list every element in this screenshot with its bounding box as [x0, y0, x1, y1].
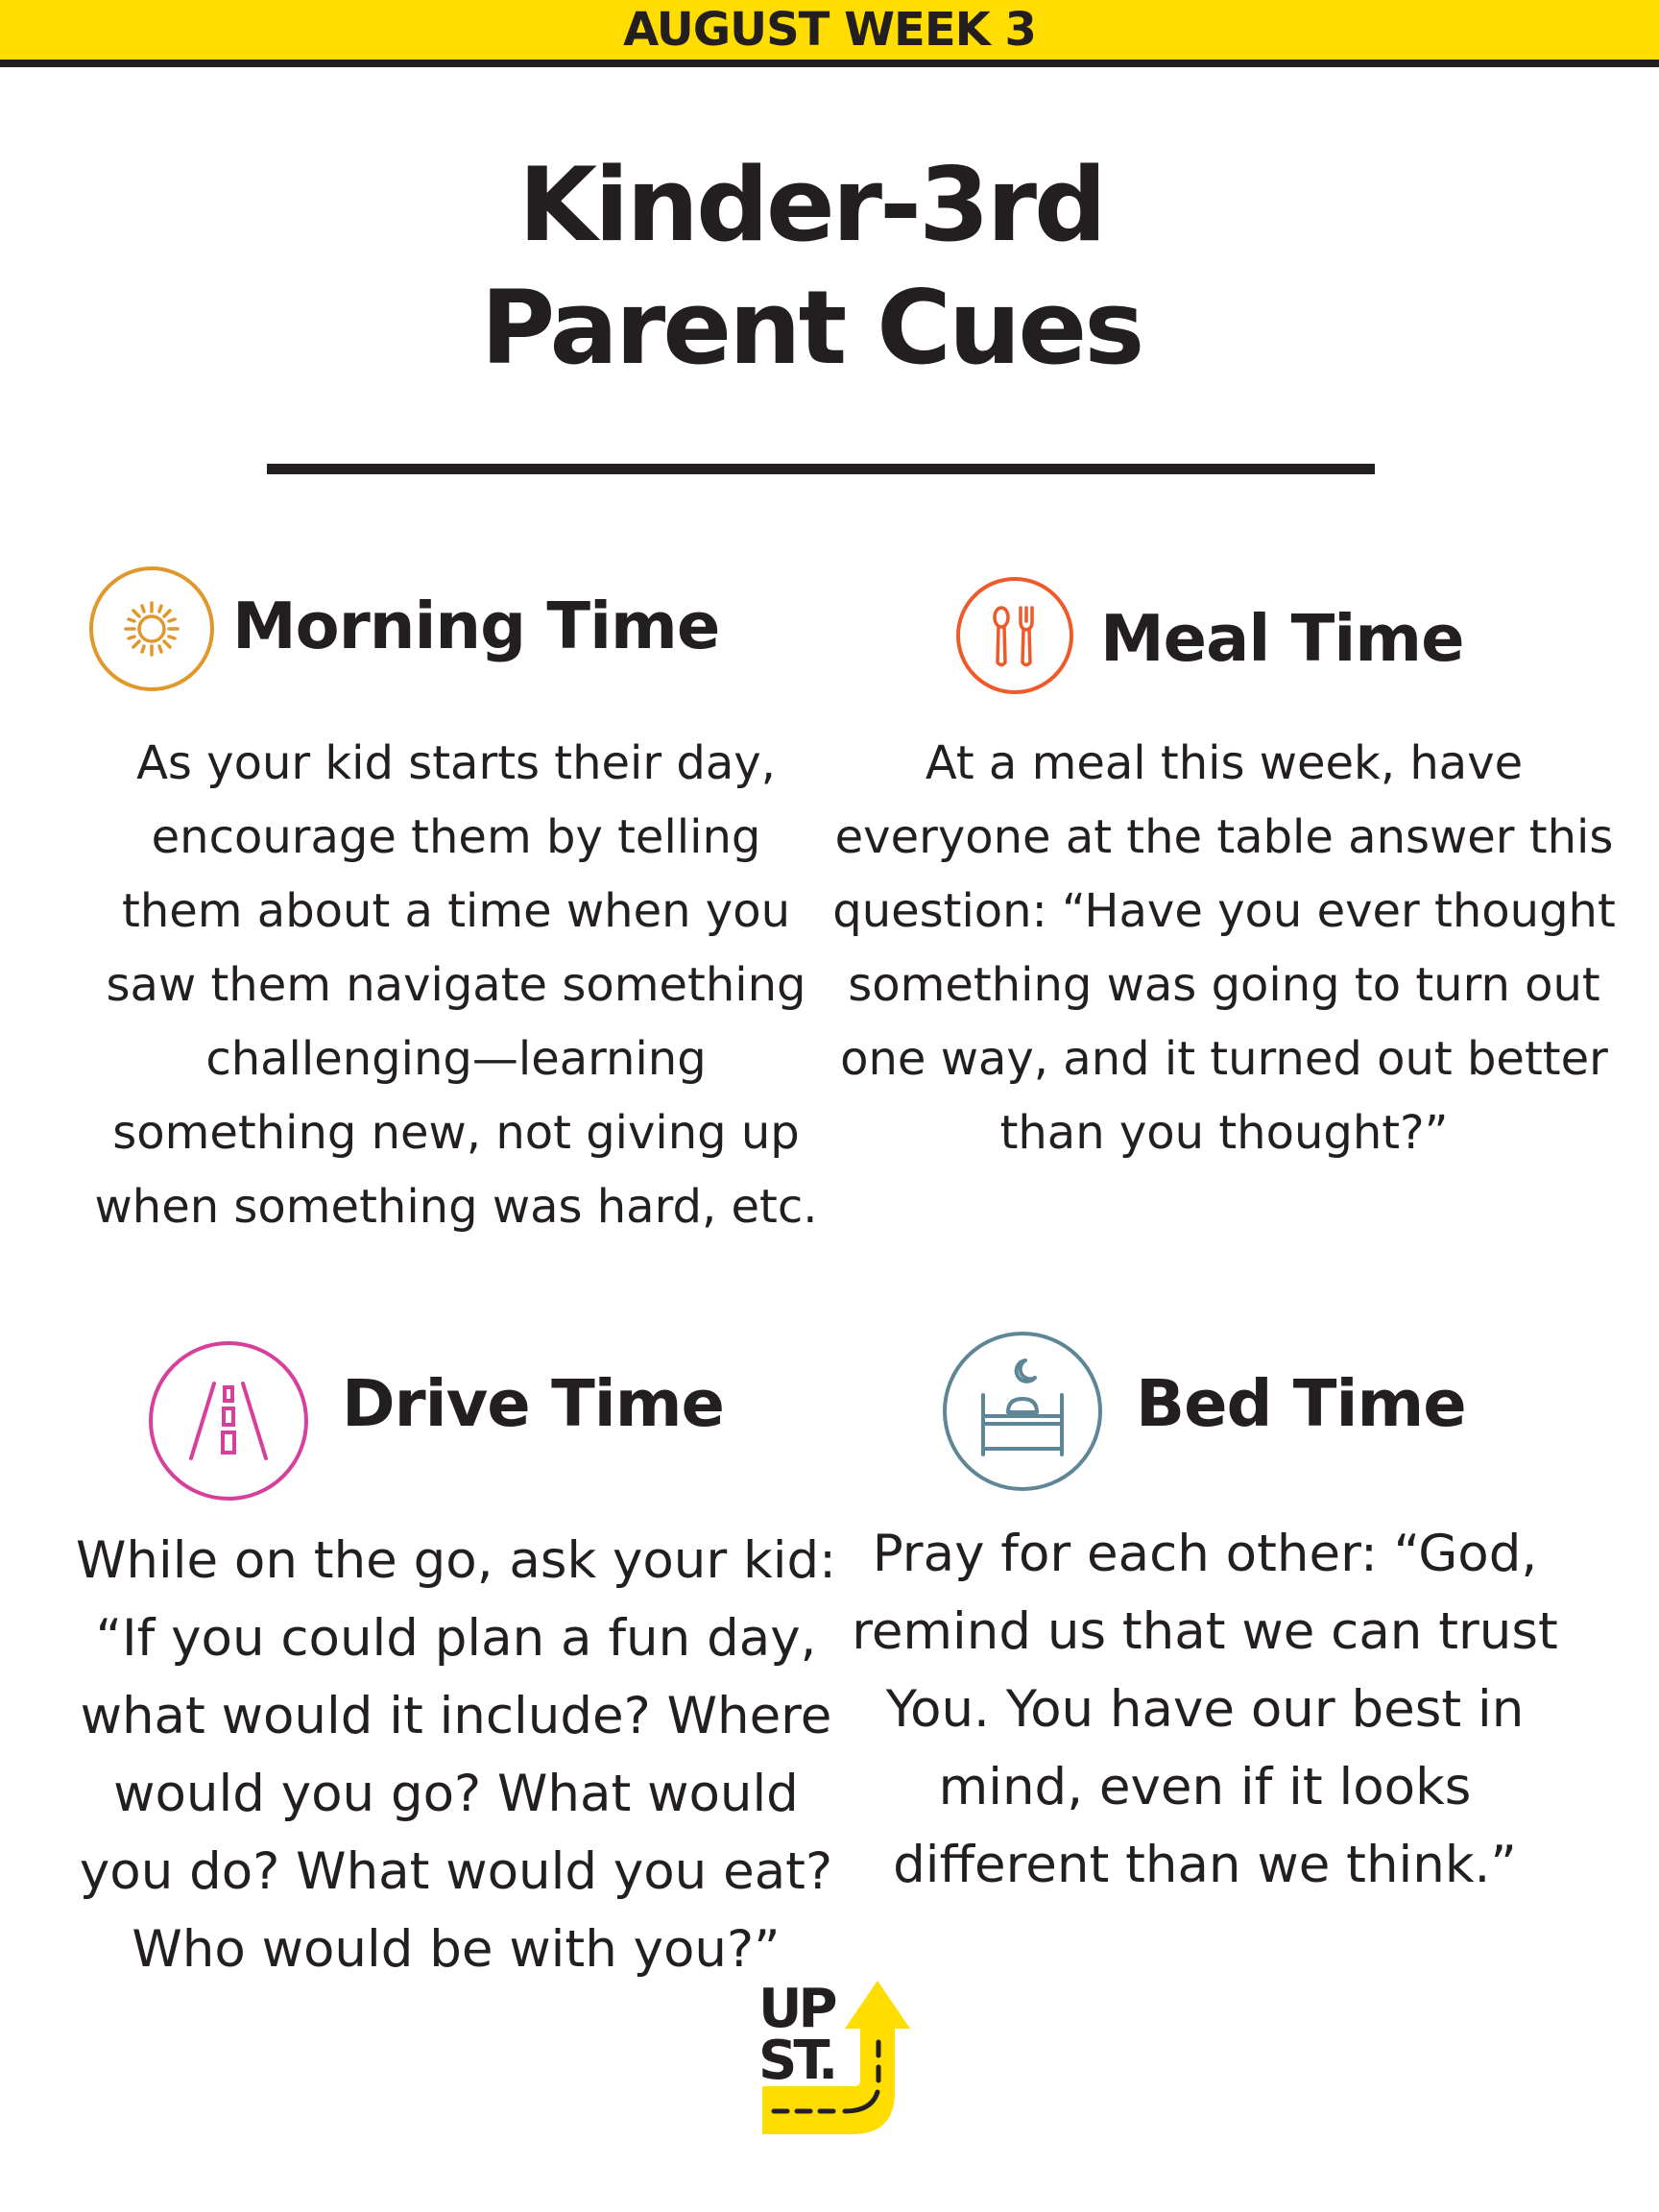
- morning-time-heading: Morning Time: [232, 589, 720, 663]
- banner-label: AUGUST WEEK 3: [623, 3, 1036, 57]
- bed-icon: [941, 1330, 1104, 1493]
- page-title: [0, 144, 1623, 390]
- meal-time-text: At a meal this week, have everyone at the table answer this question: “Have you ever thought something was going to turn out one way, and it turned out better than you thought?”: [832, 736, 1616, 1160]
- meal-time-heading: Meal Time: [1100, 601, 1464, 676]
- upst-logo: [753, 1973, 929, 2146]
- logo-line-1: UP: [758, 1978, 834, 2040]
- title-divider: [267, 464, 1375, 474]
- drive-time-heading: Drive Time: [342, 1366, 724, 1441]
- top-banner: [0, 0, 1659, 67]
- utensils-icon: [955, 576, 1074, 695]
- morning-time-text: As your kid starts their day, encourage them by telling them about a time when you saw them navigate something challenging—learning something new, not giving up when something was hard, etc.: [94, 736, 818, 1234]
- bed-time-heading: Bed Time: [1136, 1366, 1466, 1441]
- bed-time-text: Pray for each other: “God, remind us that we can trust You. You have our best in mind, even if it looks different than we think.”: [852, 1525, 1558, 1894]
- title-line-2: Parent Cues: [480, 269, 1142, 387]
- road-icon: [147, 1339, 310, 1503]
- logo-line-2: ST.: [758, 2030, 835, 2092]
- title-line-1: Kinder-3rd: [518, 146, 1104, 264]
- drive-time-text: While on the go, ask your kid: “If you could plan a fun day, what would it include? Where would you go? What would you do? What would you eat? Who would be with you?”: [76, 1531, 836, 1979]
- sun-icon: [88, 565, 215, 692]
